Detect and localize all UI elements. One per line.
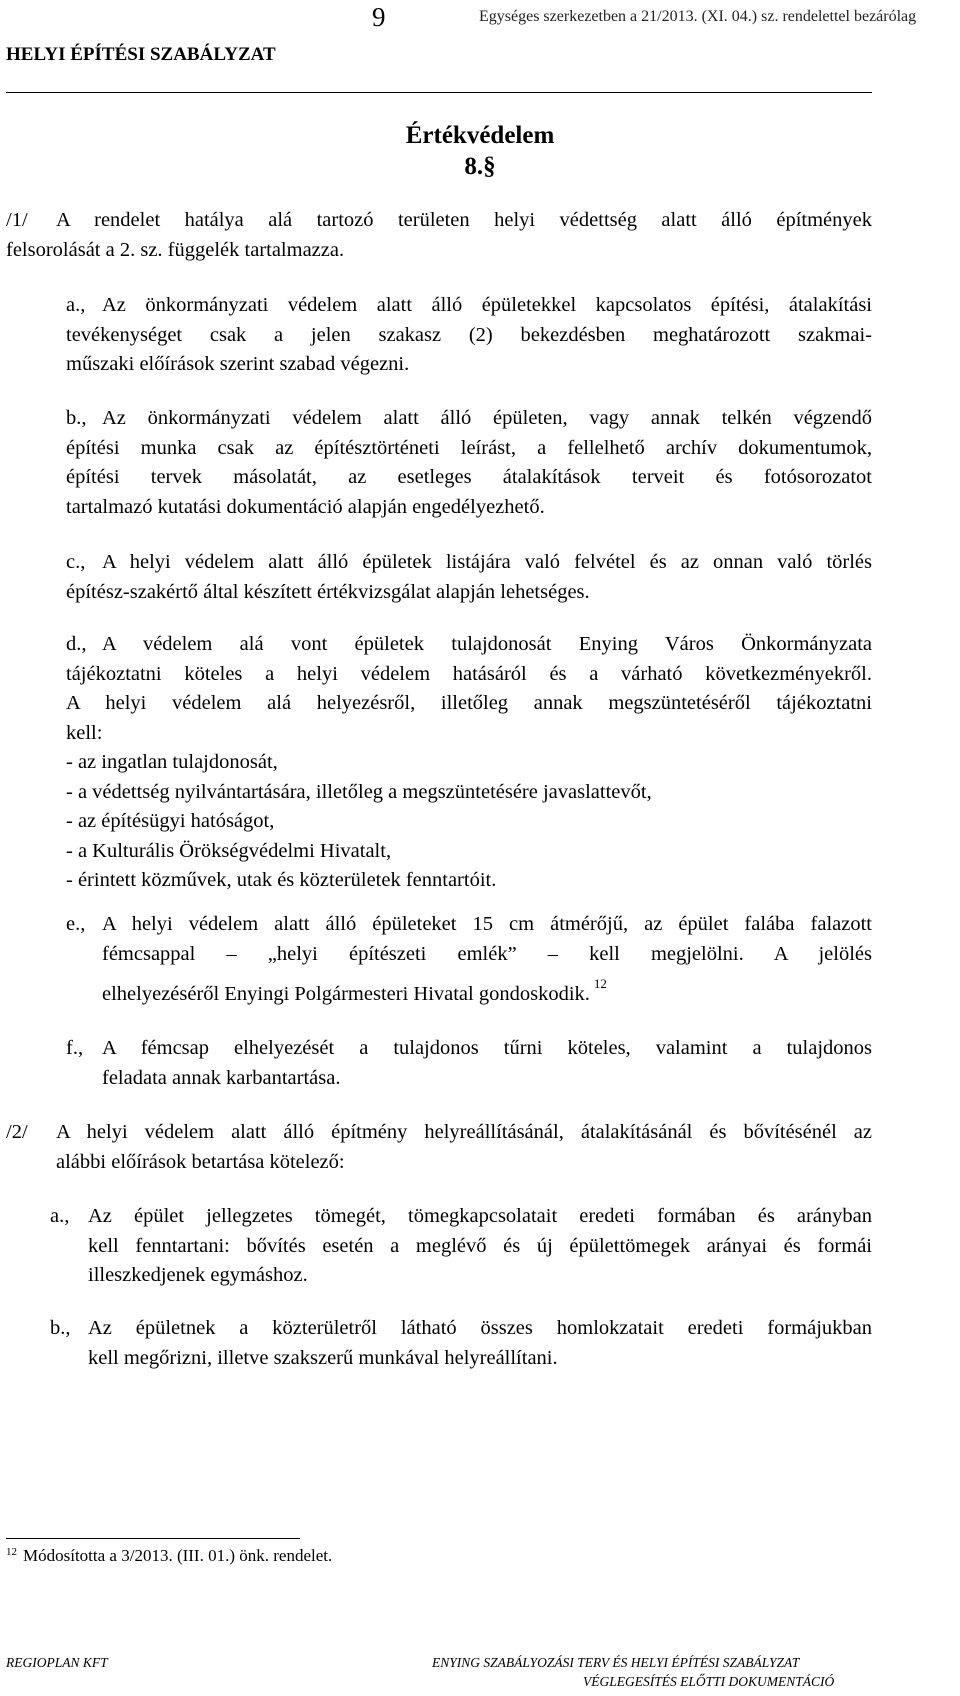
- item-line: műszaki előírások szerint szabad végezni.: [66, 353, 410, 375]
- list-item-f: [66, 1034, 872, 1093]
- list-item-a: [66, 291, 872, 380]
- page-number: 9: [372, 2, 386, 32]
- footnote-text: Módosította a 3/2013. (III. 01.) önk. rendelet.: [23, 1546, 333, 1565]
- item-label: b.,: [66, 407, 87, 429]
- notification-list: [66, 748, 652, 896]
- item-line: A helyi védelem alatt álló épületeket 15 cm átmérőjű, az épület falába falazott: [102, 913, 872, 935]
- item-line: feladata annak karbantartása.: [102, 1066, 341, 1089]
- list-item: - a Kulturális Örökségvédelmi Hivatalt,: [66, 839, 392, 862]
- section-number: 8.§: [464, 153, 496, 180]
- header-consolidation-note: Egységes szerkezetben a 21/2013. (XI. 04.) sz. rendelettel bezárólag: [479, 8, 917, 25]
- list-item-c: [66, 548, 872, 607]
- item-line: tevékenységet csak a jelen szakasz (2) bekezdésben meghatározott szakmai-: [66, 323, 872, 346]
- item-line: Az önkormányzati védelem alatt álló épületen, vagy annak telkén végzendő: [102, 407, 872, 429]
- item-line: fémcsappal – „helyi építészeti emlék” – kell megjelölni. A jelölés: [102, 942, 872, 965]
- item-line: kell:: [66, 721, 103, 744]
- footer-company: REGIOPLAN KFT: [6, 1655, 108, 1670]
- header-title: HELYI ÉPÍTÉSI SZABÁLYZAT: [6, 44, 276, 65]
- item-line: elhelyezéséről Enyingi Polgármesteri Hivatal gondoskodik. $^{12}$: [102, 976, 607, 1005]
- footer-document-status: VÉGLEGESÍTÉS ELŐTTI DOKUMENTÁCIÓ: [583, 1674, 835, 1689]
- item-line: Az épületnek a közterületről látható összes homlokzatait eredeti formájukban: [88, 1317, 872, 1339]
- list-item: - érintett közművek, utak és közterületek fenntartóit.: [66, 869, 497, 891]
- list-item-b: [66, 404, 872, 522]
- footnote-reference: 12: [593, 976, 607, 991]
- item-line: tartalmazó kutatási dokumentáció alapján engedélyezhető.: [66, 495, 545, 518]
- item-label: f.,: [66, 1037, 84, 1059]
- list-item: - az ingatlan tulajdonosát,: [66, 751, 278, 773]
- paragraph-line: felsorolását a 2. sz. függelék tartalmazza.: [6, 238, 345, 261]
- footnote: [6, 1546, 332, 1566]
- list-item-e: [66, 910, 872, 1010]
- item-line: kell fenntartani: bővítés esetén a meglévő és új épülettömegek arányai és formái: [88, 1234, 872, 1257]
- paragraph-label: /1/: [6, 209, 28, 231]
- item-line: kell megőrizni, illetve szakszerű munkával helyreállítani.: [88, 1346, 558, 1369]
- paragraph-line: A helyi védelem alatt álló építmény helyreállításánál, átalakításánál és bővítésénél az: [56, 1121, 872, 1143]
- item-line: Az épület jellegzetes tömegét, tömegkapcsolatait eredeti formában és arányban: [88, 1205, 872, 1227]
- paragraph-label: /2/: [6, 1121, 28, 1143]
- item-line: A fémcsap elhelyezését a tulajdonos tűrni köteles, valamint a tulajdonos: [102, 1037, 872, 1059]
- footnote-rule: [6, 1538, 300, 1539]
- paragraph-2: [6, 1118, 872, 1177]
- item-label: c.,: [66, 551, 86, 573]
- item-line: tájékoztatni köteles a helyi védelem hatásáról és a várható következményekről.: [66, 662, 872, 685]
- item-line: építési munka csak az építésztörténeti leírást, a fellelhető archív dokumentumok,: [66, 436, 872, 459]
- item-label: a.,: [50, 1205, 70, 1227]
- section-heading: Értékvédelem: [405, 122, 555, 149]
- item-label: b.,: [50, 1317, 71, 1339]
- footnote-number: 12: [6, 1546, 17, 1558]
- item-line: A védelem alá vont épületek tulajdonosát Enying Város Önkormányzata: [102, 633, 872, 655]
- list-item-2b: [50, 1314, 872, 1373]
- item-line: A helyi védelem alá helyezésről, illetőleg annak megszüntetéséről tájékoztatni: [66, 692, 872, 714]
- footer-document-title: ENYING SZABÁLYOZÁSI TERV ÉS HELYI ÉPÍTÉSI SZABÁLYZAT: [432, 1655, 800, 1670]
- list-item-2a: [50, 1202, 872, 1291]
- paragraph-line: alábbi előírások betartása kötelező:: [56, 1150, 345, 1173]
- list-item: - a védettség nyilvántartására, illetőleg a megszüntetésére javaslattevőt,: [66, 780, 652, 803]
- item-line: A helyi védelem alatt álló épületek listájára való felvétel és az onnan való törlés: [102, 551, 872, 573]
- paragraph-1: [6, 206, 872, 265]
- header-rule: [6, 92, 872, 93]
- list-item: - az építésügyi hatóságot,: [66, 810, 275, 832]
- item-label: e.,: [66, 913, 86, 935]
- paragraph-line: A rendelet hatálya alá tartozó területen helyi védettség alatt álló építmények: [56, 209, 872, 231]
- item-line: építész-szakértő által készített értékvizsgálat alapján lehetséges.: [66, 580, 590, 603]
- item-line: Az önkormányzati védelem alatt álló épületekkel kapcsolatos építési, átalakítási: [102, 294, 872, 316]
- item-line: építési tervek másolatát, az esetleges átalakítások terveit és fotósorozatot: [66, 466, 872, 488]
- item-line: illeszkedjenek egymáshoz.: [88, 1264, 308, 1286]
- item-label: a.,: [66, 294, 86, 316]
- list-item-d: [66, 630, 872, 748]
- item-label: d.,: [66, 633, 87, 655]
